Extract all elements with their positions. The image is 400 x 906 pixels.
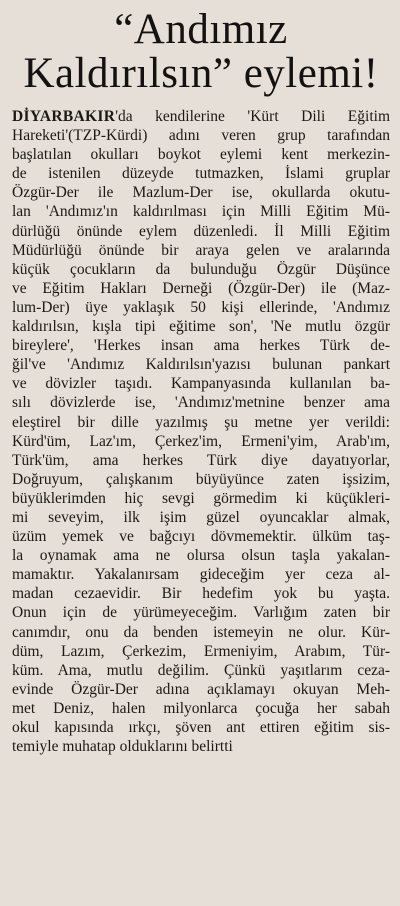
article-line: mi seveyim, ilk işim güzel oyuncaklar almak, xyxy=(12,508,390,526)
article-line: ve dövizler taşıdı. Kampanyasında kullanılan ba- xyxy=(12,375,390,393)
article-line: evinde Özgür-Der adına açıklamayı okuyan Meh- xyxy=(12,680,390,698)
article-line: lum-Der) üye yaklaşık 50 kişi ellerinde, 'Andımız xyxy=(12,298,390,316)
dateline: DİYARBAKIR xyxy=(12,108,116,125)
article-line: met Deniz, halen milyonlarca çocuğa her sabah xyxy=(12,699,390,717)
article-line: lan 'Andımız'ın kaldırılması için Milli Eğitim Mü- xyxy=(12,203,390,221)
headline-line-1: “Andımız xyxy=(114,6,288,53)
article-line: de istenilen düzeyde tutmazken, İslami gruplar xyxy=(12,165,390,183)
article-line: üzüm yemek ve bağcıyı dövmemektir. ülküm taş- xyxy=(12,528,390,546)
article-line: küçük çocukların da bulunduğu Özgür Düşünce xyxy=(12,260,390,278)
headline xyxy=(12,8,390,97)
article-line: okul kapısında ırkçı, şöven ant ettiren eğitim sis- xyxy=(12,719,390,736)
article-line: mamaktır. Yakalanırsam gideceğim yer ceza al- xyxy=(12,566,390,584)
article-line: kaldırılsın, kışla tipi eğitime son', 'Ne mutlu özgür xyxy=(12,318,390,336)
article-line: eleştirel bir dille yazılmış şu metne yer verildi: xyxy=(12,413,390,431)
article-line: la oynamak ama ne olursa olsun taşla yakalan- xyxy=(12,547,390,565)
article-line: ğil've 'Andımız Kaldırılsın'yazısı bulunan pankart xyxy=(12,356,390,374)
article-line-text: 'da kendilerine 'Kürt Dili Eğitim xyxy=(115,108,390,125)
article-line: büyüklerimden hiç sevgi görmedim ki küçükleri- xyxy=(12,489,390,507)
article-line: ve Eğitim Hakları Derneği (Özgür-Der) ile (Maz- xyxy=(12,279,390,297)
article-line: Müdürlüğü önünde bir araya gelen ve aralarında xyxy=(12,241,390,259)
article-line xyxy=(12,107,390,126)
article-line: madan cezaevidir. Bir hedefim yok bu yaşta. xyxy=(12,585,390,603)
article-body xyxy=(12,107,390,756)
article-line: küm. Ama, mutlu değilim. Çünkü yaşıtlarım ceza- xyxy=(12,661,390,679)
article-line: bireylere', 'Herkes insan ama herkes Türk de- xyxy=(12,337,390,355)
article-line: Kürd'üm, Laz'ım, Çerkez'im, Ermeni'yim, Arab'ım, xyxy=(12,432,390,450)
article-line: Özgür-Der ile Mazlum-Der ise, okullarda okutu- xyxy=(12,184,390,202)
article-line: düm, Lazım, Çerkezim, Ermeniyim, Arabım, Tür- xyxy=(12,642,390,660)
article-line: Doğruyum, çalışkanım büyüyünce zaten işsizim, xyxy=(12,470,390,488)
article-line: sılı dövizlerde ise, 'Andımız'metnine benzer ama xyxy=(12,394,390,412)
article-line: canımdır, onu da benden istemeyin ne olur. Kür- xyxy=(12,623,390,641)
article-line: dürlüğü önünde eylem düzenledi. İl Milli Eğitim xyxy=(12,222,390,240)
article-line: başlatılan okulları boykot eylemi kent merkezin- xyxy=(12,146,390,164)
article-line: Hareketi'(TZP-Kürdi) adını veren grup tarafından xyxy=(12,127,390,145)
article-line: temiyle muhatap olduklarını belirtti xyxy=(12,738,233,756)
headline-line-2: Kaldırılsın” eylemi! xyxy=(23,50,379,97)
article-line: Türk'üm, ama herkes Türk diye dayatıyorlar, xyxy=(12,451,390,469)
article-line: Onun için de yürümeyeceğim. Varlığım zaten bir xyxy=(12,604,390,622)
